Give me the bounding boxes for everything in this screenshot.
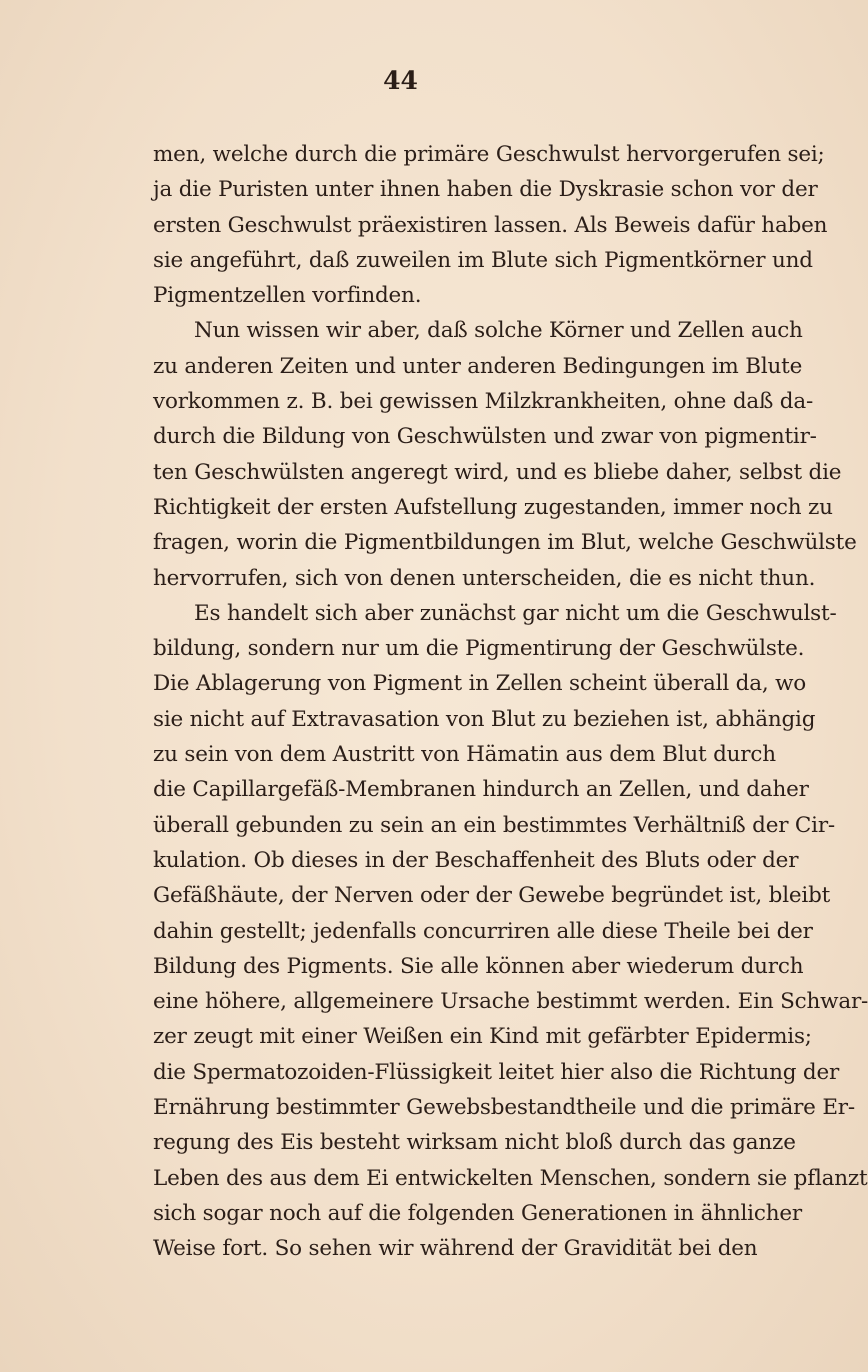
text-line: Nun wissen wir aber, daß solche Körner und Zellen auch (194, 318, 803, 344)
text-line: überall gebunden zu sein an ein bestimmtes Verhältniß der Cir- (153, 812, 835, 838)
text-line: dahin gestellt; jedenfalls concurriren alle diese Theile bei der (153, 918, 813, 944)
text-line: Ernährung bestimmter Gewebsbestandtheile und die primäre Er- (153, 1095, 855, 1121)
text-line: Pigmentzellen vorfinden. (153, 283, 422, 309)
text-line: vorkommen z. B. bei gewissen Milzkrankheiten, ohne daß da- (153, 389, 814, 415)
text-line: hervorrufen, sich von denen unterscheiden, die es nicht thun. (153, 565, 816, 591)
text-line: ja die Puristen unter ihnen haben die Dyskrasie schon vor der (153, 177, 818, 203)
text-line: die Spermatozoiden-Flüssigkeit leitet hier also die Richtung der (153, 1059, 840, 1085)
text-line: die Capillargefäß-Membranen hindurch an Zellen, und daher (153, 777, 809, 803)
text-line: Richtigkeit der ersten Aufstellung zugestanden, immer noch zu (153, 494, 833, 520)
text-line: Gefäßhäute, der Nerven oder der Gewebe begründet ist, bleibt (153, 883, 831, 909)
text-line: Bildung des Pigments. Sie alle können aber wiederum durch (153, 953, 804, 979)
text-line: Die Ablagerung von Pigment in Zellen scheint überall da, wo (153, 671, 807, 697)
text-line: sich sogar noch auf die folgenden Generationen in ähnlicher (153, 1200, 802, 1226)
text-line: durch die Bildung von Geschwülsten und zwar von pigmentir- (153, 424, 817, 450)
text-line: regung des Eis besteht wirksam nicht bloß durch das ganze (153, 1130, 796, 1156)
text-line: men, welche durch die primäre Geschwulst hervorgerufen sei; (153, 142, 825, 167)
text-line: Leben des aus dem Ei entwickelten Menschen, sondern sie pflanzt (153, 1165, 868, 1191)
text-line: fragen, worin die Pigmentbildungen im Blut, welche Geschwülste (153, 530, 857, 556)
text-line: ten Geschwülsten angeregt wird, und es bliebe daher, selbst die (153, 459, 842, 485)
text-line: zer zeugt mit einer Weißen ein Kind mit gefärbter Epidermis; (153, 1024, 812, 1050)
text-line: zu anderen Zeiten und unter anderen Bedingungen im Blute (153, 353, 803, 379)
text-line: kulation. Ob dieses in der Beschaffenheit des Bluts oder der (153, 847, 799, 873)
text-line: ersten Geschwulst präexistiren lassen. Als Beweis dafür haben (153, 212, 828, 238)
text-line: zu sein von dem Austritt von Hämatin aus dem Blut durch (153, 742, 776, 768)
page-number: 44 (383, 66, 418, 95)
text-line: sie nicht auf Extravasation von Blut zu beziehen ist, abhängig (153, 706, 816, 732)
text-line: Es handelt sich aber zunächst gar nicht um die Geschwulst- (194, 600, 837, 626)
text-line: Weise fort. So sehen wir während der Gravidität bei den (153, 1236, 758, 1262)
text-line: sie angeführt, daß zuweilen im Blute sich Pigmentkörner und (153, 247, 813, 273)
text-line: eine höhere, allgemeinere Ursache bestimmt werden. Ein Schwar- (153, 989, 868, 1015)
body-text (153, 137, 868, 1267)
text-line: bildung, sondern nur um die Pigmentirung der Geschwülste. (153, 636, 805, 662)
